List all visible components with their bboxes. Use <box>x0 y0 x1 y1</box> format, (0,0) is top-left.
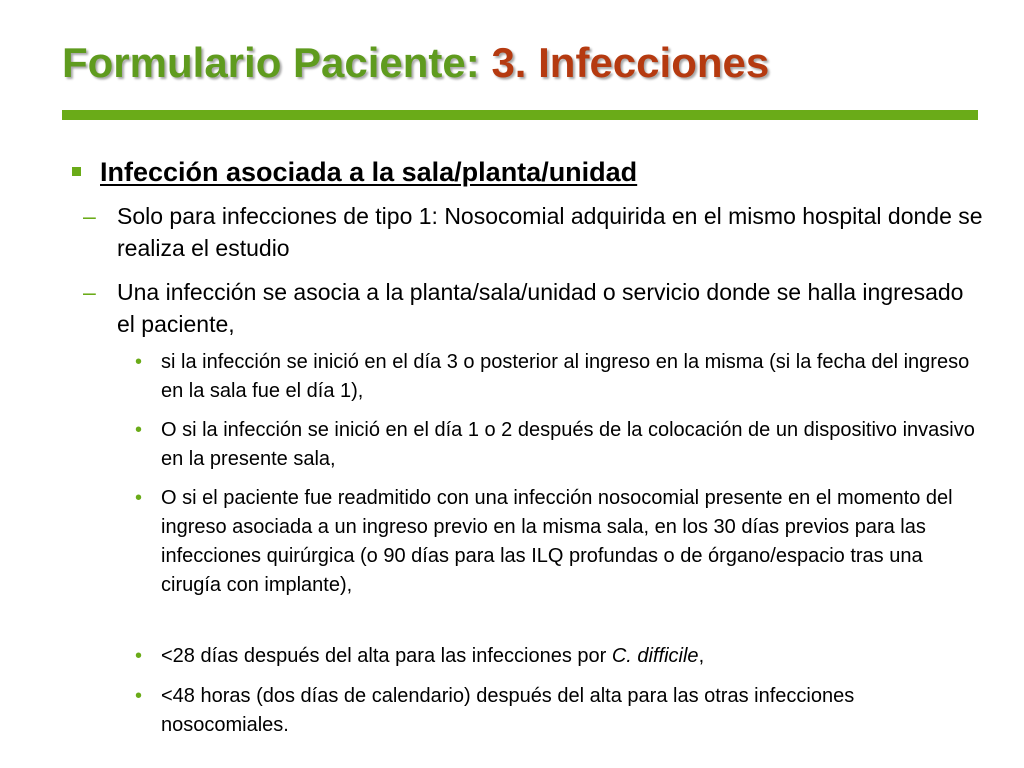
detail-item-text: O si la infección se inició en el día 1 o 2 después de la colocación de un dispositivo invasivo en la presente sala, <box>161 419 975 470</box>
heading-text: Infección asociada a la sala/planta/unidad <box>100 157 638 187</box>
dash-bullet-icon: – <box>83 279 96 305</box>
dot-bullet-icon: • <box>135 645 143 667</box>
sub-item-text: Solo para infecciones de tipo 1: Nosocomial adquirida en el mismo hospital donde se realiza el estudio <box>117 203 983 261</box>
detail-item-text: <48 horas (dos días de calendario) después del alta para las otras infecciones nosocomiales. <box>161 685 855 736</box>
title-underline-bar <box>62 110 978 120</box>
dot-bullet-icon: • <box>135 419 143 441</box>
dash-bullet-icon: – <box>83 203 96 229</box>
slide-title-main: Formulario Paciente: <box>62 39 492 86</box>
slide-title-section: 3. Infecciones <box>491 39 770 86</box>
square-bullet-icon <box>72 167 81 176</box>
dot-bullet-icon: • <box>135 685 143 707</box>
heading-item <box>72 156 972 188</box>
detail-item <box>135 484 985 600</box>
detail-item-text <box>161 642 985 671</box>
organism-name: C. difficile <box>611 645 699 667</box>
detail-text-after: , <box>698 645 705 667</box>
sub-item <box>83 200 983 264</box>
dot-bullet-icon: • <box>135 487 143 509</box>
slide-title <box>62 38 769 88</box>
sub-item-text: Una infección se asocia a la planta/sala/unidad o servicio donde se halla ingresado el paciente, <box>117 279 964 337</box>
dot-bullet-icon: • <box>135 351 143 373</box>
sub-item <box>83 276 983 340</box>
detail-item <box>135 682 985 740</box>
detail-item <box>135 642 985 671</box>
detail-item <box>135 348 985 406</box>
detail-item-text: si la infección se inició en el día 3 o posterior al ingreso en la misma (si la fecha del ingreso en la sala fue el día 1), <box>161 351 970 402</box>
detail-text-before: <28 días después del alta para las infecciones por <box>161 645 612 667</box>
detail-item <box>135 416 985 474</box>
detail-item-text: O si el paciente fue readmitido con una infección nosocomial presente en el momento del ingreso asociada a un ingreso previo en la misma sala, en los 30 días previos para las infecciones quirúrgica (o 90 días para las ILQ profundas o de órgano/espacio tras una cirugía con implante), <box>161 487 953 596</box>
